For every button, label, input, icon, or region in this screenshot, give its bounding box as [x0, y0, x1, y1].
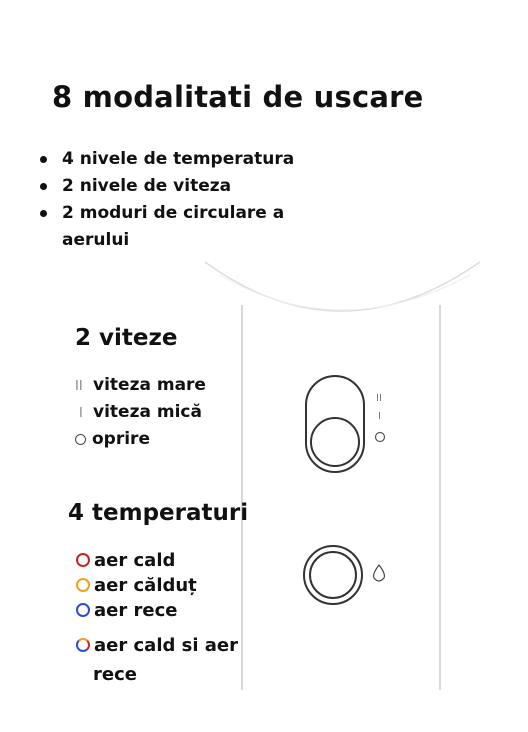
speed-high-icon: II	[75, 379, 83, 394]
bullet-icon	[40, 156, 47, 163]
temperature-list	[76, 548, 256, 689]
speed-slider-knob	[311, 418, 359, 466]
temp-item-cold: aer rece	[76, 598, 256, 623]
page-title: 8 modalitati de uscare	[52, 80, 424, 114]
device-speed-low-label: I	[378, 411, 381, 422]
off-ring-icon	[75, 434, 86, 445]
warm-ring-icon	[76, 578, 90, 592]
speeds-title: 2 viteze	[75, 325, 178, 351]
hot-cold-ring-icon	[76, 638, 90, 652]
temp-item-warm: aer călduț	[76, 573, 256, 598]
off-indicator-icon	[376, 433, 385, 442]
feature-list	[38, 146, 328, 254]
temp-item-hot: aer cald	[76, 548, 256, 573]
bullet-icon	[40, 210, 47, 217]
speed-item-off: oprire	[75, 426, 206, 453]
speed-list	[75, 372, 206, 453]
feature-item: 2 moduri de circulare a aerului	[38, 200, 328, 254]
speed-low-icon: I	[79, 406, 83, 421]
dryer-head-curve	[205, 262, 480, 311]
feature-item: 2 nivele de viteza	[38, 173, 328, 200]
hot-ring-icon	[76, 553, 90, 567]
temp-item-hot-cold: aer cald si aer rece	[76, 631, 246, 689]
bullet-icon	[40, 183, 47, 190]
speed-item-low: I viteza mică	[75, 399, 206, 426]
device-speed-high-label: II	[376, 393, 382, 404]
cold-ring-icon	[76, 603, 90, 617]
speed-item-high: II viteza mare	[75, 372, 206, 399]
temperature-button-outer	[304, 546, 362, 604]
temperatures-title: 4 temperaturi	[68, 500, 249, 526]
feature-item: 4 nivele de temperatura	[38, 146, 328, 173]
temperature-icon	[374, 565, 385, 581]
